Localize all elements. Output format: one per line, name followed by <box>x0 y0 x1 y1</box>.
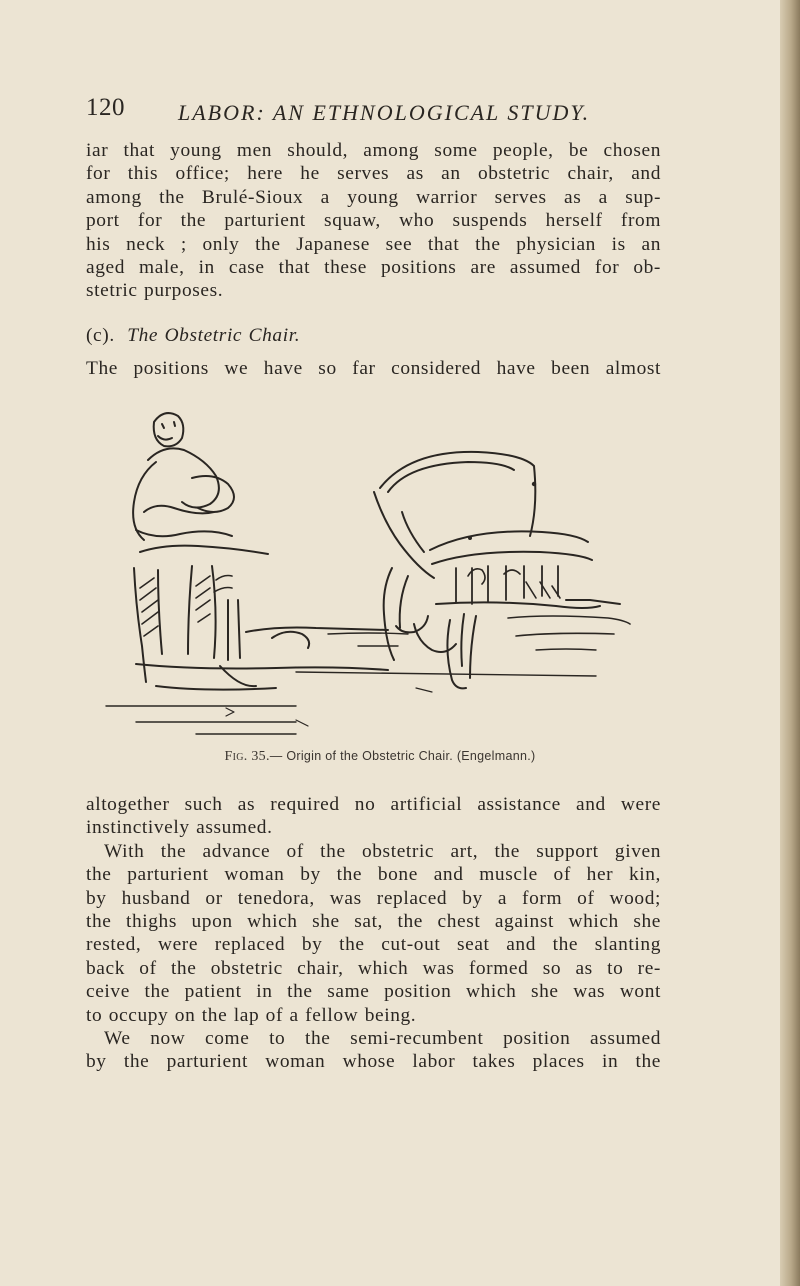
figure-caption-label: Fig. 35. <box>224 749 270 764</box>
figure-illustration <box>96 400 641 745</box>
text-line: aged male, in case that these positions are assumed for ob- <box>86 257 661 279</box>
text-line: the parturient woman by the bone and muscle of her kin, <box>86 864 661 886</box>
text-line: by the parturient woman whose labor takes places in the <box>86 1051 661 1073</box>
text-line: altogether such as required no artificial assistance and were <box>86 794 661 815</box>
paragraph-top <box>86 139 661 303</box>
section-title: The Obstetric Chair. <box>127 325 301 346</box>
page-edge-shadow <box>780 0 800 1286</box>
figure-caption <box>90 749 670 765</box>
figure-obstetric-chair <box>96 400 641 745</box>
page-header <box>86 94 726 130</box>
text-line: among the Brulé-Sioux a young warrior serves as a sup- <box>86 186 661 208</box>
text-line: rested, were replaced by the cut-out seat and the slanting <box>86 934 661 956</box>
text-line: With the advance of the obstetric art, the support given <box>104 840 661 862</box>
paragraph-bottom <box>86 793 661 1074</box>
page-number: 120 <box>86 94 125 121</box>
text-line: iar that young men should, among some people, be chosen <box>86 140 661 161</box>
text-line: for this office; here he serves as an obstetric chair, and <box>86 163 661 185</box>
text-line: We now come to the semi-recumbent position assumed <box>104 1028 661 1050</box>
text-line: the thighs upon which she sat, the chest against which she <box>86 911 661 933</box>
figure-caption-text: — Origin of the Obstetric Chair. (Engelmann.) <box>269 749 536 763</box>
section-title-line <box>86 324 661 347</box>
running-head: LABOR: AN ETHNOLOGICAL STUDY. <box>178 100 591 125</box>
text-line: stetric purposes. <box>86 280 224 302</box>
text-line: back of the obstetric chair, which was formed so as to re- <box>86 957 661 979</box>
text-line: his neck ; only the Japanese see that the physician is an <box>86 233 661 255</box>
section-label: (c). <box>86 325 115 346</box>
text-line: by husband or tenedora, was replaced by a form of wood; <box>86 887 661 909</box>
text-line: to occupy on the lap of a fellow being. <box>86 1004 417 1026</box>
section-first-line: The positions we have so far considered have been almost <box>86 358 661 380</box>
text-line: port for the parturient squaw, who suspends herself from <box>86 210 661 232</box>
text-line: ceive the patient in the same position which she was wont <box>86 981 661 1003</box>
text-line: instinctively assumed. <box>86 817 273 839</box>
section-heading <box>86 324 661 381</box>
